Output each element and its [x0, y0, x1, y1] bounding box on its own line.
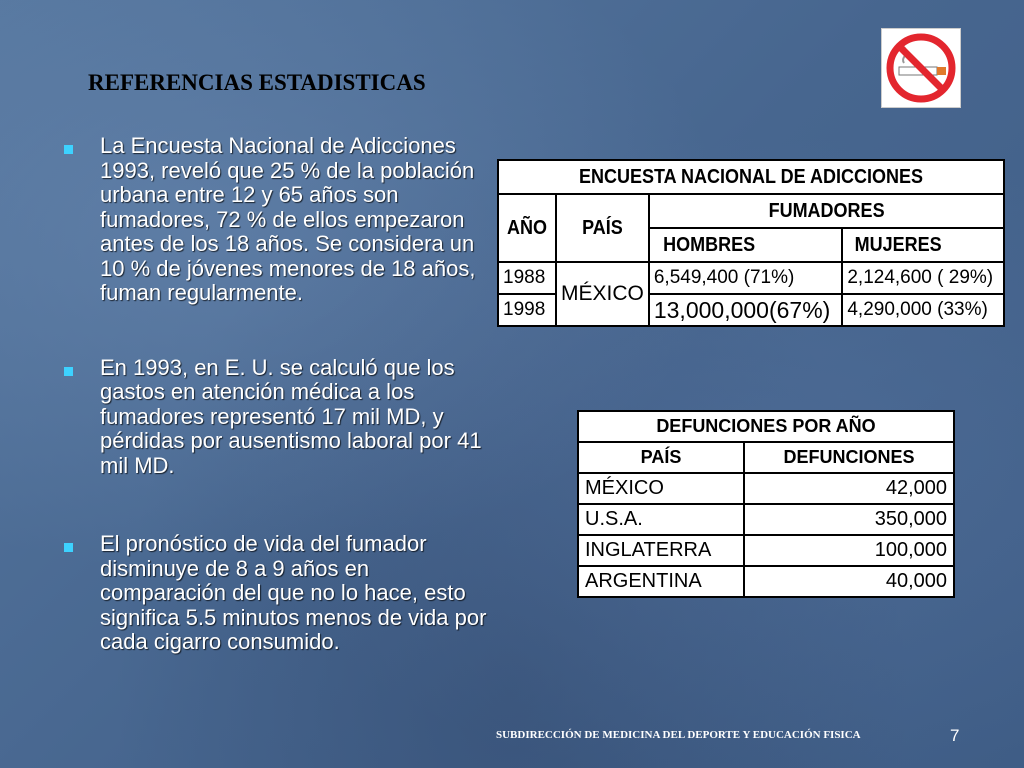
- square-bullet-icon: [64, 145, 73, 154]
- row-country: MÉXICO: [578, 473, 744, 504]
- row-deaths: 100,000: [744, 535, 954, 566]
- col-deaths-header: DEFUNCIONES: [744, 442, 954, 473]
- col-year-header: AÑO: [501, 194, 553, 262]
- row-year: 1988: [498, 262, 556, 294]
- bullet-list: [60, 134, 490, 655]
- bullet-item: [60, 134, 490, 306]
- deaths-table: [577, 410, 955, 598]
- col-women-header: MUJERES: [850, 228, 995, 262]
- row-deaths: 350,000: [744, 504, 954, 535]
- row-deaths: 40,000: [744, 566, 954, 597]
- row-men: 6,549,400 (71%): [649, 262, 843, 294]
- row-deaths: 42,000: [744, 473, 954, 504]
- bullet-text: El pronóstico de vida del fumador disminuye de 8 a 9 años en comparación del que no lo hace, esto significa 5.5 minutos menos de vida por cada cigarro consumido.: [100, 531, 487, 654]
- row-country: INGLATERRA: [578, 535, 744, 566]
- col-men-header: HOMBRES: [659, 228, 833, 262]
- row-women: 4,290,000 (33%): [842, 294, 1004, 326]
- row-country: ARGENTINA: [578, 566, 744, 597]
- survey-table: [497, 159, 1005, 327]
- row-men: 13,000,000(67%): [649, 294, 843, 326]
- survey-table-title: ENCUESTA NACIONAL DE ADICCIONES: [523, 160, 978, 194]
- bullet-item: [60, 356, 490, 479]
- row-year: 1998: [498, 294, 556, 326]
- no-smoking-icon: [881, 28, 961, 108]
- bullet-item: [60, 532, 490, 655]
- col-country-header: PAÍS: [561, 194, 645, 262]
- row-women: 2,124,600 ( 29%): [842, 262, 1004, 294]
- row-country: U.S.A.: [578, 504, 744, 535]
- square-bullet-icon: [64, 367, 73, 376]
- slide-title: REFERENCIAS ESTADISTICAS: [88, 70, 426, 95]
- page-number: 7: [950, 726, 960, 745]
- col-smokers-header: FUMADORES: [667, 194, 987, 228]
- square-bullet-icon: [64, 543, 73, 552]
- bullet-text: La Encuesta Nacional de Adicciones 1993, reveló que 25 % de la población urbana entre 12 y 65 años son fumadores, 72 % de ellos empezaron antes de los 18 años. Se considera un 10 % de jóvenes menores de 18 años, fuman regularmente.: [100, 133, 476, 305]
- deaths-table-title: DEFUNCIONES POR AÑO: [578, 411, 954, 442]
- footer-text: SUBDIRECCIÓN DE MEDICINA DEL DEPORTE Y EDUCACIÓN FISICA: [496, 729, 861, 741]
- bullet-text: En 1993, en E. U. se calculó que los gastos en atención médica a los fumadores representó 17 mil MD, y pérdidas por ausentismo laboral por 41 mil MD.: [100, 354, 482, 478]
- col-country-header: PAÍS: [578, 442, 744, 473]
- row-country: MÉXICO: [556, 262, 649, 326]
